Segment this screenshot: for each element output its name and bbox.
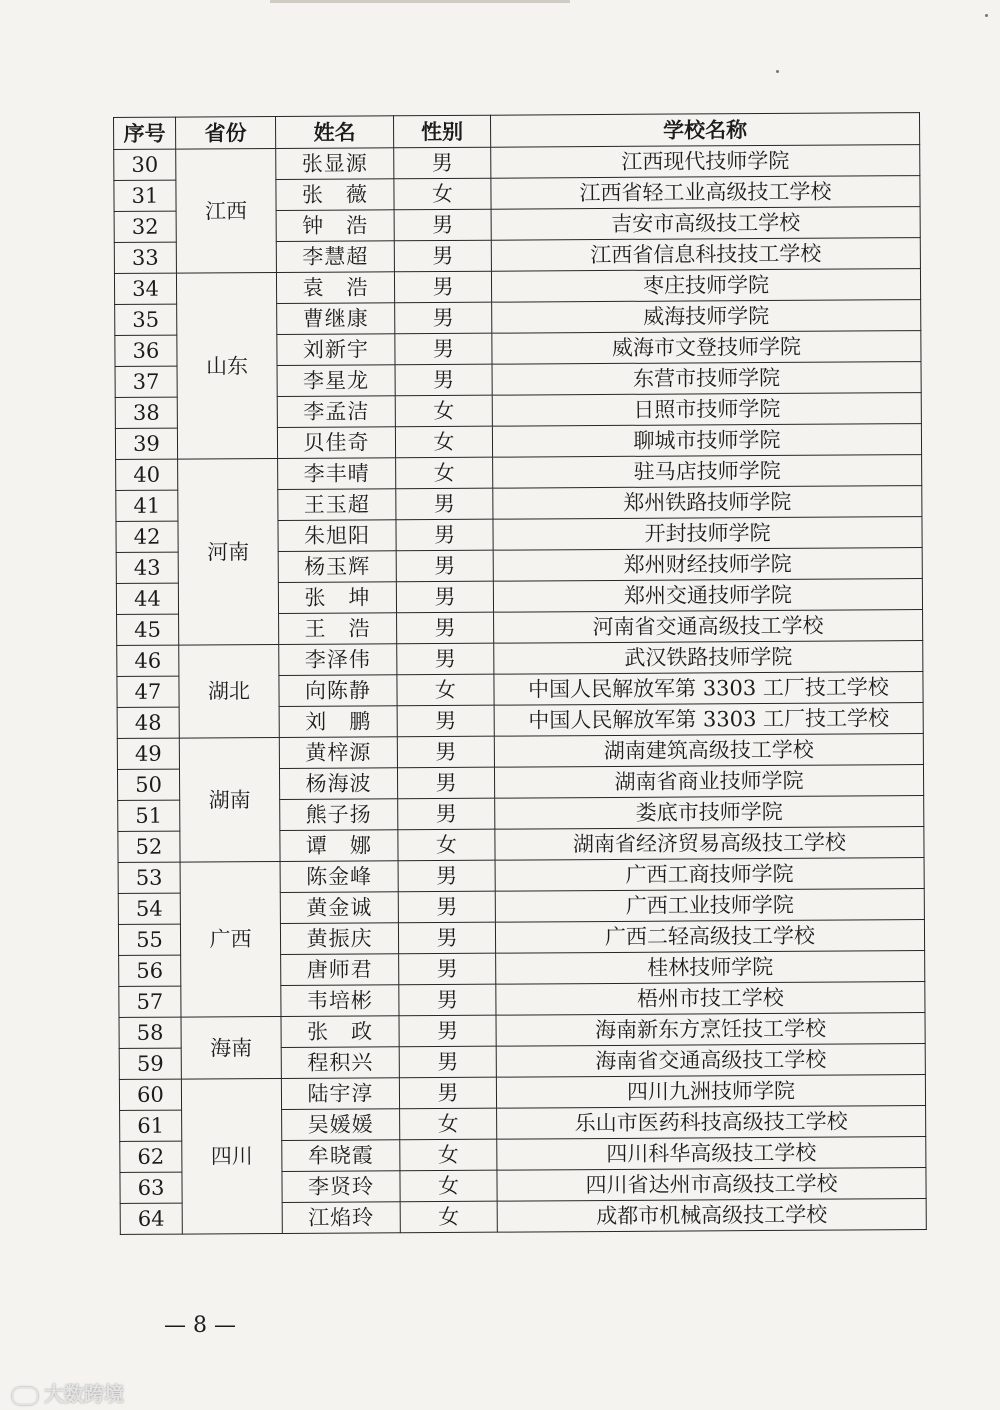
- school-cell: 湖南省商业技师学院: [494, 765, 923, 799]
- school-cell: 武汉铁路技师学院: [494, 641, 923, 675]
- gender-cell: 女: [400, 1139, 497, 1171]
- seq-cell: 34: [114, 273, 176, 304]
- name-cell: 牟晓霞: [282, 1140, 400, 1172]
- name-cell: 李慧超: [276, 241, 394, 273]
- seq-cell: 32: [114, 211, 176, 242]
- school-cell: 日照市技师学院: [492, 393, 921, 427]
- seq-cell: 44: [116, 583, 178, 614]
- name-cell: 李泽伟: [279, 644, 397, 676]
- name-cell: 程积兴: [281, 1047, 399, 1079]
- name-cell: 朱旭阳: [278, 520, 396, 552]
- seq-cell: 59: [119, 1048, 181, 1079]
- name-cell: 熊子扬: [280, 799, 398, 831]
- watermark-logo-icon: [12, 1387, 38, 1405]
- school-cell: 海南新东方烹饪技工学校: [496, 1013, 925, 1047]
- seq-cell: 43: [116, 552, 178, 583]
- school-cell: 枣庄技师学院: [491, 269, 920, 303]
- name-cell: 谭 娜: [280, 830, 398, 862]
- school-cell: 江西省信息科技技工学校: [491, 238, 920, 272]
- gender-cell: 男: [399, 953, 496, 985]
- gender-cell: 男: [394, 147, 491, 179]
- gender-cell: 女: [400, 1201, 497, 1233]
- school-cell: 郑州铁路技师学院: [493, 486, 922, 520]
- table-row: [114, 145, 920, 181]
- table-row: [117, 641, 923, 677]
- gender-cell: 男: [399, 1046, 496, 1078]
- gender-cell: 女: [395, 426, 492, 458]
- scan-top-edge: [270, 0, 570, 3]
- school-cell: 四川九洲技师学院: [496, 1075, 925, 1109]
- gender-cell: 男: [396, 550, 493, 582]
- seq-cell: 50: [117, 769, 179, 800]
- name-cell: 陈金峰: [280, 861, 398, 893]
- gender-cell: 男: [396, 488, 493, 520]
- header-province: 省份: [176, 117, 276, 150]
- school-cell: 河南省交通高级技工学校: [494, 610, 923, 644]
- school-cell: 四川省达州市高级技工学校: [497, 1168, 926, 1202]
- gender-cell: 男: [397, 736, 494, 768]
- school-cell: 湖南省经济贸易高级技工学校: [495, 827, 924, 861]
- seq-cell: 49: [117, 738, 179, 769]
- name-cell: 唐师君: [281, 954, 399, 986]
- scan-speck: [776, 70, 779, 73]
- school-cell: 广西工商技师学院: [495, 858, 924, 892]
- name-cell: 曹继康: [277, 303, 395, 335]
- seq-cell: 39: [115, 428, 177, 459]
- name-cell: 王玉超: [278, 489, 396, 521]
- gender-cell: 男: [398, 891, 495, 923]
- seq-cell: 37: [115, 366, 177, 397]
- gender-cell: 男: [399, 1077, 496, 1109]
- school-cell: 郑州财经技师学院: [493, 548, 922, 582]
- gender-cell: 男: [396, 581, 493, 613]
- gender-cell: 女: [398, 829, 495, 861]
- watermark-text: 大数跨境: [44, 1382, 124, 1406]
- seq-cell: 64: [120, 1203, 182, 1234]
- gender-cell: 男: [398, 922, 495, 954]
- seq-cell: 35: [115, 304, 177, 335]
- gender-cell: 男: [397, 612, 494, 644]
- seq-cell: 55: [118, 924, 180, 955]
- table-header-row: [114, 113, 920, 150]
- gender-cell: 男: [399, 984, 496, 1016]
- gender-cell: 女: [395, 395, 492, 427]
- name-cell: 钟 浩: [276, 210, 394, 242]
- name-cell: 李孟洁: [277, 396, 395, 428]
- gender-cell: 女: [394, 178, 491, 210]
- seq-cell: 53: [118, 862, 180, 893]
- school-cell: 江西现代技师学院: [491, 145, 920, 179]
- seq-cell: 45: [117, 614, 179, 645]
- seq-cell: 60: [119, 1079, 181, 1110]
- gender-cell: 男: [398, 860, 495, 892]
- school-cell: 成都市机械高级技工学校: [497, 1199, 926, 1233]
- seq-cell: 56: [119, 955, 181, 986]
- table-row: [119, 1075, 925, 1111]
- province-cell: 广西: [180, 861, 281, 1017]
- name-cell: 杨海波: [279, 768, 397, 800]
- roster-table: [113, 112, 927, 1235]
- seq-cell: 36: [115, 335, 177, 366]
- gender-cell: 男: [396, 519, 493, 551]
- name-cell: 王 浩: [279, 613, 397, 645]
- table-row: [118, 858, 924, 894]
- name-cell: 江焰玲: [282, 1202, 400, 1234]
- province-cell: 湖南: [179, 737, 280, 862]
- seq-cell: 30: [114, 149, 176, 180]
- school-cell: 娄底市技师学院: [495, 796, 924, 830]
- province-cell: 海南: [181, 1016, 281, 1079]
- table-row: [119, 1013, 925, 1049]
- name-cell: 黄振庆: [280, 923, 398, 955]
- school-cell: 四川科华高级技工学校: [497, 1137, 926, 1171]
- seq-cell: 62: [120, 1141, 182, 1172]
- page-number: — 8 —: [164, 1313, 236, 1338]
- name-cell: 吴媛媛: [282, 1109, 400, 1141]
- school-cell: 江西省轻工业高级技工学校: [491, 176, 920, 210]
- name-cell: 贝佳奇: [277, 427, 395, 459]
- gender-cell: 女: [396, 457, 493, 489]
- name-cell: 韦培彬: [281, 985, 399, 1017]
- table-row: [114, 269, 920, 305]
- school-cell: 开封技师学院: [493, 517, 922, 551]
- school-cell: 威海技师学院: [492, 300, 921, 334]
- school-cell: 郑州交通技师学院: [493, 579, 922, 613]
- gender-cell: 男: [397, 643, 494, 675]
- gender-cell: 女: [400, 1170, 497, 1202]
- seq-cell: 48: [117, 707, 179, 738]
- seq-cell: 52: [118, 831, 180, 862]
- gender-cell: 男: [399, 1015, 496, 1047]
- gender-cell: 男: [398, 798, 495, 830]
- school-cell: 广西二轻高级技工学校: [495, 920, 924, 954]
- school-cell: 湖南建筑高级技工学校: [494, 734, 923, 768]
- school-cell: 中国人民解放军第 3303 工厂技工学校: [494, 672, 923, 706]
- province-cell: 江西: [176, 149, 277, 274]
- name-cell: 袁 浩: [276, 272, 394, 304]
- gender-cell: 男: [397, 705, 494, 737]
- seq-cell: 57: [119, 986, 181, 1017]
- name-cell: 陆宇淳: [281, 1078, 399, 1110]
- header-name: 姓名: [276, 116, 394, 149]
- name-cell: 张 政: [281, 1016, 399, 1048]
- gender-cell: 女: [397, 674, 494, 706]
- school-cell: 海南省交通高级技工学校: [496, 1044, 925, 1078]
- province-cell: 河南: [178, 459, 279, 646]
- name-cell: 黄金诚: [280, 892, 398, 924]
- header-school: 学校名称: [490, 113, 919, 148]
- table-body: [114, 145, 927, 1235]
- gender-cell: 男: [395, 333, 492, 365]
- header-seq: 序号: [114, 117, 176, 149]
- seq-cell: 58: [119, 1017, 181, 1048]
- gender-cell: 男: [397, 767, 494, 799]
- scan-speck: [985, 14, 988, 17]
- seq-cell: 54: [118, 893, 180, 924]
- school-cell: 聊城市技师学院: [492, 424, 921, 458]
- table-row: [116, 455, 922, 491]
- name-cell: 黄梓源: [279, 737, 397, 769]
- seq-cell: 42: [116, 521, 178, 552]
- seq-cell: 38: [115, 397, 177, 428]
- seq-cell: 41: [116, 490, 178, 521]
- school-cell: 吉安市高级技工学校: [491, 207, 920, 241]
- school-cell: 乐山市医药科技高级技工学校: [497, 1106, 926, 1140]
- seq-cell: 31: [114, 180, 176, 211]
- seq-cell: 46: [117, 645, 179, 676]
- province-cell: 四川: [181, 1078, 282, 1234]
- name-cell: 刘新宇: [277, 334, 395, 366]
- gender-cell: 男: [394, 271, 491, 303]
- gender-cell: 男: [394, 209, 491, 241]
- school-cell: 中国人民解放军第 3303 工厂技工学校: [494, 703, 923, 737]
- gender-cell: 男: [395, 302, 492, 334]
- school-cell: 广西工业技师学院: [495, 889, 924, 923]
- name-cell: 刘 鹏: [279, 706, 397, 738]
- seq-cell: 40: [116, 459, 178, 490]
- school-cell: 东营市技师学院: [492, 362, 921, 396]
- name-cell: 张 薇: [276, 179, 394, 211]
- province-cell: 山东: [176, 273, 277, 460]
- watermark: [12, 1378, 124, 1407]
- school-cell: 驻马店技师学院: [493, 455, 922, 489]
- seq-cell: 51: [118, 800, 180, 831]
- seq-cell: 47: [117, 676, 179, 707]
- name-cell: 李贤玲: [282, 1171, 400, 1203]
- header-gender: 性别: [393, 115, 490, 148]
- gender-cell: 女: [400, 1108, 497, 1140]
- gender-cell: 男: [395, 364, 492, 396]
- name-cell: 李丰晴: [278, 458, 396, 490]
- name-cell: 向陈静: [279, 675, 397, 707]
- table-row: [117, 734, 923, 770]
- province-cell: 湖北: [179, 644, 280, 738]
- gender-cell: 男: [394, 240, 491, 272]
- name-cell: 杨玉辉: [278, 551, 396, 583]
- school-cell: 桂林技师学院: [496, 951, 925, 985]
- name-cell: 张 坤: [278, 582, 396, 614]
- seq-cell: 33: [114, 242, 176, 273]
- name-cell: 李星龙: [277, 365, 395, 397]
- name-cell: 张显源: [276, 148, 394, 180]
- school-cell: 威海市文登技师学院: [492, 331, 921, 365]
- seq-cell: 61: [120, 1110, 182, 1141]
- seq-cell: 63: [120, 1172, 182, 1203]
- school-cell: 梧州市技工学校: [496, 982, 925, 1016]
